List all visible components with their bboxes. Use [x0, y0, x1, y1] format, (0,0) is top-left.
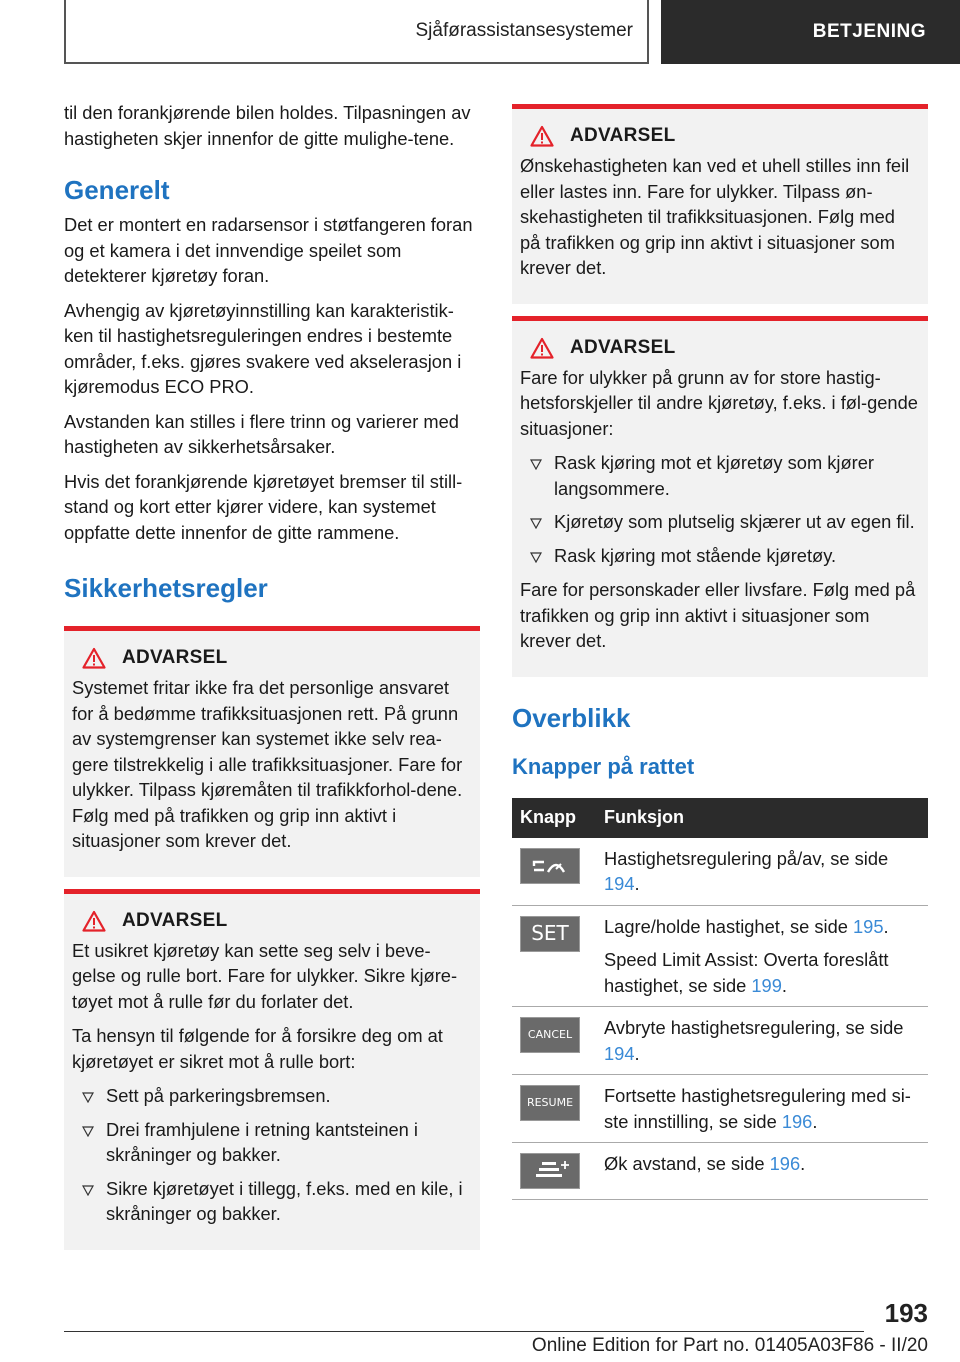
list-item-text: Rask kjøring mot stående kjøretøy. — [554, 544, 837, 566]
page-number: 193 — [884, 1298, 928, 1328]
cruise-control-button-icon — [520, 848, 580, 884]
header-chapter-title: BETJENING — [812, 21, 926, 42]
header-section — [64, 0, 649, 64]
triangle-bullet-icon — [82, 1126, 94, 1137]
list-item — [520, 509, 920, 535]
table-row — [512, 1143, 928, 1200]
table-row — [512, 838, 928, 906]
warning-title: ADVARSEL — [122, 647, 228, 668]
heading-generelt: Generelt — [64, 175, 170, 205]
paragraph: Det er montert en radarsensor i støtfangeren foran og et kamera i det innvendige speilet som detekterer kjøretøy foran. — [64, 214, 473, 286]
warning-text: Ønskehastigheten kan ved et uhell stilles inn feil eller lastes inn. Fare for ulykker. Tilpass øn-skehastigheten til trafikksituasjonen. Følg med på trafikken og grip inn aktivt i situasjoner som krever det. — [520, 155, 910, 278]
warning-text: Fare for ulykker på grunn av for store hastig-hetsforskjeller til andre kjøretøy, f.eks. i føl-gende situasjoner: — [520, 366, 918, 439]
warning-box — [512, 316, 928, 677]
list-item — [520, 543, 920, 569]
table-row — [512, 1075, 928, 1143]
paragraph: Hvis det forankjørende kjøretøyet bremser til still-stand og kort etter kjører videre, kan systemet oppfatte dette innenfor de gitte rammene. — [64, 470, 463, 543]
triangle-bullet-icon — [530, 518, 542, 529]
warning-text: Et usikret kjøretøy kan sette seg selv i beve-gelse og rulle bort. Fare for ulykker. Sikre kjøre-tøyet mot å rulle før du forlater det. — [72, 939, 458, 1012]
table-row — [512, 1007, 928, 1075]
increase-distance-icon — [520, 1153, 580, 1189]
paragraph: Avhengig av kjøretøyinnstilling kan karakteristik-ken til hastighetsreguleringen endres i bestemte områder, f.eks. gjøres svakere ved akselerasjon i kjøremodus ECO PRO. — [64, 299, 462, 397]
intro-paragraph: til den forankjørende bilen holdes. Tilpasningen av hastigheten skjer innenfor de gitte mulighe-tene. — [64, 102, 471, 149]
list-item — [72, 1117, 472, 1168]
resume-button-icon: RESUME — [520, 1085, 580, 1121]
warning-box — [64, 626, 480, 877]
list-item — [72, 1176, 472, 1227]
warning-text: Ta hensyn til følgende for å forsikre deg om at kjøretøyet er sikret mot å rulle bort: — [72, 1025, 443, 1072]
heading-overblikk: Overblikk — [512, 702, 631, 733]
bullet-list — [72, 1083, 472, 1227]
table-cell: Lagre/holde hastighet, se side 195. Speed Limit Assist: Overta foreslått hastighet, se side 199. — [596, 905, 928, 1007]
triangle-bullet-icon — [530, 459, 542, 470]
table-cell: Hastighetsregulering på/av, se side 194. — [596, 838, 928, 906]
triangle-bullet-icon — [82, 1092, 94, 1103]
column-header-funksjon: Funksjon — [596, 798, 928, 838]
warning-box — [512, 104, 928, 304]
warning-triangle-icon — [530, 125, 554, 147]
page-link[interactable]: 196 — [769, 1153, 801, 1174]
page-link[interactable]: 194 — [604, 873, 635, 894]
heading-knapper: Knapper på rattet — [512, 753, 695, 779]
table-cell: Øk avstand, se side 196. — [596, 1143, 928, 1200]
table-row — [512, 905, 928, 1007]
right-column — [512, 104, 928, 1200]
warning-text: Fare for personskader eller livsfare. Følg med på trafikken og grip inn aktivt i situasjoner som krever det. — [520, 579, 916, 651]
warning-title: ADVARSEL — [570, 125, 676, 146]
triangle-bullet-icon — [82, 1185, 94, 1196]
bullet-list — [520, 450, 920, 568]
column-header-knapp: Knapp — [512, 798, 596, 838]
warning-title: ADVARSEL — [122, 909, 228, 931]
list-item — [72, 1083, 472, 1109]
header-section-title: Sjåførassistansesystemer — [415, 20, 633, 41]
warning-text: Systemet fritar ikke fra det personlige ansvaret for å bedømme trafikksituasjonen rett. På grunn av systemgrenser kan systemet ikke selv rea-gere tilstrekkelig i alle trafikksituasjoner. Fare for ulykker. Tilpass kjøremåten til trafikkforhol-dene. Følg med på trafikken og grip inn aktivt i situasjoner som krever det. — [72, 677, 463, 851]
page-link[interactable]: 199 — [751, 974, 782, 996]
list-item-text: Rask kjøring mot et kjøretøy som kjører langsommere. — [554, 452, 874, 499]
set-button-icon: SET — [520, 916, 580, 952]
buttons-table — [512, 798, 928, 1201]
left-column — [64, 100, 480, 1250]
triangle-bullet-icon — [530, 552, 542, 563]
page-link[interactable]: 195 — [853, 915, 884, 937]
page-link[interactable]: 194 — [604, 1042, 635, 1064]
list-item — [520, 450, 920, 501]
header-chapter — [661, 0, 960, 64]
footer-edition: Online Edition for Part no. 01405A03F86 - II/20 — [531, 1335, 928, 1356]
warning-title: ADVARSEL — [570, 336, 676, 358]
list-item-text: Drei framhjulene i retning kantsteinen i skråninger og bakker. — [106, 1118, 418, 1165]
heading-sikkerhetsregler: Sikkerhetsregler — [64, 573, 268, 603]
paragraph: Avstanden kan stilles i flere trinn og varierer med hastigheten av sikkerhetsårsaker. — [64, 410, 459, 457]
list-item-text: Kjøretøy som plutselig skjærer ut av egen fil. — [554, 511, 915, 532]
table-cell: Fortsette hastighetsregulering med si-ste innstilling, se side 196. — [596, 1075, 928, 1143]
warning-box — [64, 889, 480, 1250]
cancel-button-icon: CANCEL — [520, 1017, 580, 1053]
page-link[interactable]: 196 — [781, 1110, 813, 1132]
warning-triangle-icon — [530, 337, 554, 359]
list-item-text: Sikre kjøretøyet i tillegg, f.eks. med en kile, i skråninger og bakker. — [106, 1177, 463, 1224]
table-cell: Avbryte hastighetsregulering, se side 194. — [596, 1007, 928, 1075]
warning-triangle-icon — [82, 910, 106, 932]
footer-divider — [64, 1331, 864, 1332]
warning-triangle-icon — [82, 647, 106, 669]
list-item-text: Sett på parkeringsbremsen. — [106, 1085, 331, 1106]
